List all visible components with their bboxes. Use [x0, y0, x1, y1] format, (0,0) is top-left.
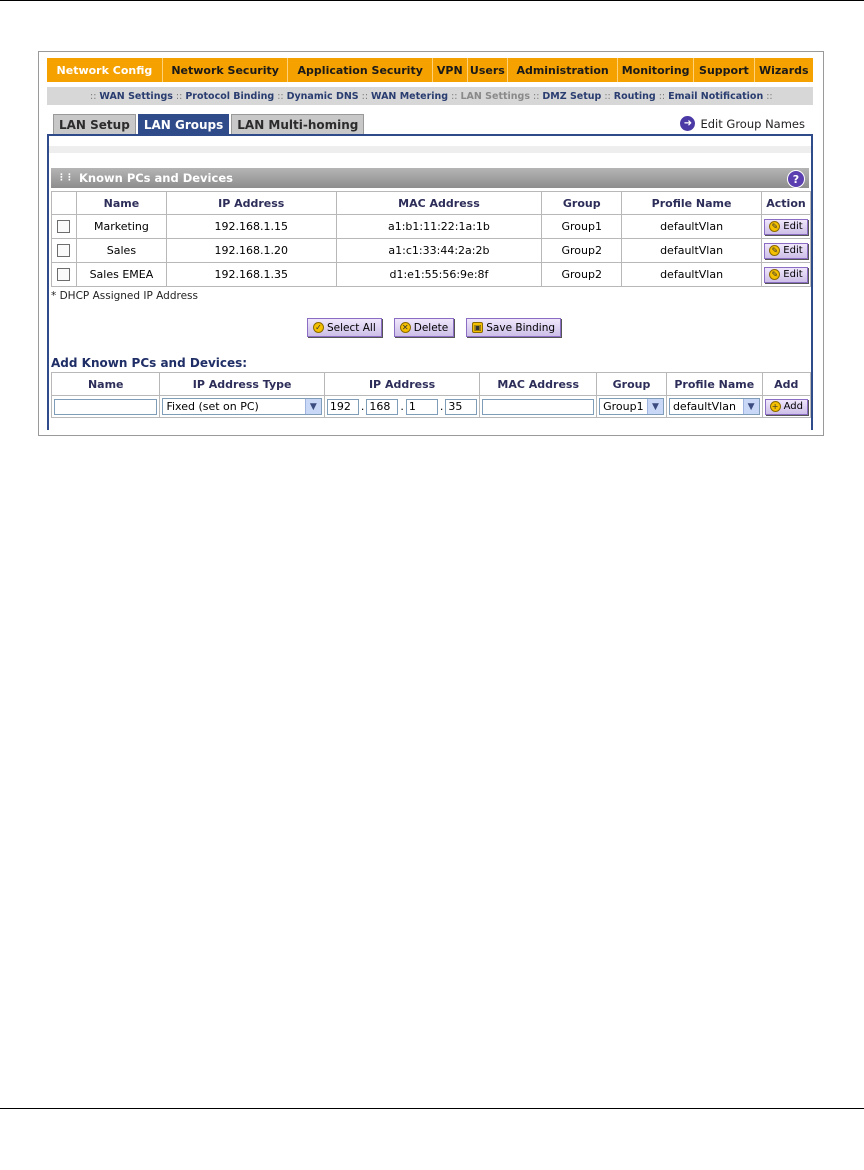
device-group: Group1 [542, 215, 622, 239]
column-header-add: Add [762, 373, 810, 396]
edit-group-names-label: Edit Group Names [700, 116, 805, 131]
pencil-icon: ✎ [769, 221, 780, 232]
pencil-icon: ✎ [769, 245, 780, 256]
group-select[interactable] [599, 398, 664, 415]
subnav-separator: :: [533, 90, 540, 102]
nav-wizards[interactable]: Wizards [759, 63, 809, 77]
table-header-row [52, 373, 811, 396]
subnav-email-notification[interactable]: Email Notification [668, 90, 764, 102]
subnav-dynamic-dns[interactable]: Dynamic DNS [286, 90, 359, 102]
nav-vpn[interactable]: VPN [433, 58, 468, 82]
table-actions [307, 318, 561, 337]
column-header-profile: Profile Name [666, 373, 762, 396]
main-nav [47, 58, 813, 82]
checkbox-column-header [52, 192, 77, 215]
delete-label: Delete [413, 321, 449, 334]
subnav-separator: :: [658, 90, 666, 102]
subnav-separator: :: [766, 90, 773, 102]
subnav-wan-metering[interactable]: WAN Metering [371, 90, 449, 102]
edit-label: Edit [783, 269, 803, 280]
chevron-down-icon: ▼ [305, 399, 321, 414]
column-header-mac: MAC Address [336, 192, 542, 215]
nav-network-config[interactable]: Network Config [47, 58, 163, 82]
edit-label: Edit [783, 221, 803, 232]
edit-label: Edit [783, 245, 803, 256]
add-devices-title: Add Known PCs and Devices: [51, 356, 248, 370]
column-header-ip: IP Address [166, 192, 336, 215]
spacer-bar [49, 146, 811, 153]
device-profile: defaultVlan [622, 215, 762, 239]
device-group: Group2 [542, 263, 622, 287]
group-value: Group1 [603, 400, 644, 413]
new-mac-address-field[interactable] [482, 399, 594, 415]
pencil-icon: ✎ [769, 269, 780, 280]
known-devices-table [51, 191, 811, 287]
subnav-wan-settings[interactable]: WAN Settings [99, 90, 173, 102]
table-row [52, 215, 811, 239]
help-icon[interactable]: ? [787, 170, 805, 188]
ip-octet-2-field[interactable]: 168 [366, 399, 398, 415]
subnav-separator: :: [361, 90, 369, 102]
device-name: Marketing [76, 215, 166, 239]
content-panel [47, 134, 813, 430]
subnav-separator: :: [277, 90, 284, 102]
subnav-dmz-setup[interactable]: DMZ Setup [542, 90, 602, 102]
select-all-label: Select All [327, 321, 376, 334]
device-group: Group2 [542, 239, 622, 263]
device-profile: defaultVlan [622, 239, 762, 263]
device-mac: d1:e1:55:56:9e:8f [336, 263, 542, 287]
column-header-profile: Profile Name [622, 192, 762, 215]
ip-octet-4-field[interactable]: 35 [445, 399, 477, 415]
new-device-name-field[interactable] [54, 399, 157, 415]
row-checkbox[interactable] [57, 220, 70, 233]
nav-network-security[interactable]: Network Security [163, 58, 289, 82]
ip-type-value: Fixed (set on PC) [166, 400, 259, 413]
plus-icon: + [770, 401, 781, 412]
subnav-routing[interactable]: Routing [613, 90, 656, 102]
add-device-table [51, 372, 811, 418]
ip-octet-3-field[interactable]: 1 [406, 399, 438, 415]
table-row [52, 263, 811, 287]
dhcp-note: * DHCP Assigned IP Address [51, 290, 198, 302]
ip-address-input: 192 . 168 . 1 . 35 [327, 399, 478, 415]
device-name: Sales [76, 239, 166, 263]
subnav-lan-settings[interactable]: LAN Settings [460, 90, 531, 102]
checkmark-icon: ✓ [313, 322, 324, 333]
row-checkbox[interactable] [57, 244, 70, 257]
add-device-row [52, 396, 811, 418]
save-binding-button[interactable] [466, 318, 561, 337]
device-mac: a1:c1:33:44:2a:2b [336, 239, 542, 263]
column-header-name: Name [76, 192, 166, 215]
known-devices-header [51, 168, 809, 188]
edit-button[interactable] [764, 267, 807, 283]
chevron-down-icon: ▼ [743, 399, 759, 414]
tab-lan-multi-homing[interactable]: LAN Multi-homing [231, 114, 364, 134]
save-binding-label: Save Binding [486, 321, 556, 334]
tab-bar [53, 114, 364, 134]
column-header-name: Name [52, 373, 160, 396]
tab-lan-groups[interactable]: LAN Groups [138, 114, 229, 134]
column-header-group: Group [597, 373, 667, 396]
table-header-row [52, 192, 811, 215]
sub-nav [47, 87, 813, 105]
subnav-separator: :: [451, 90, 458, 102]
chevron-down-icon: ▼ [647, 399, 663, 414]
device-name: Sales EMEA [76, 263, 166, 287]
column-header-group: Group [542, 192, 622, 215]
grip-icon: ⋮⋮ [57, 173, 73, 183]
page-bottom-rule [0, 1108, 864, 1109]
router-admin-screenshot [38, 51, 824, 436]
profile-name-select[interactable] [669, 398, 760, 415]
arrow-right-icon: ➜ [680, 116, 695, 131]
subnav-separator: :: [175, 90, 183, 102]
subnav-protocol-binding[interactable]: Protocol Binding [185, 90, 275, 102]
add-label: Add [783, 401, 803, 412]
select-all-button[interactable] [307, 318, 382, 337]
profile-value: defaultVlan [672, 400, 736, 413]
column-header-action: Action [761, 192, 810, 215]
row-checkbox[interactable] [57, 268, 70, 281]
edit-group-names-link[interactable] [680, 116, 805, 131]
edit-button[interactable] [764, 219, 807, 235]
delete-button[interactable] [394, 318, 455, 337]
table-row [52, 239, 811, 263]
device-ip: 192.168.1.15 [166, 215, 336, 239]
edit-button[interactable] [764, 243, 807, 259]
nav-administration[interactable]: Administration [508, 58, 618, 82]
device-ip: 192.168.1.35 [166, 263, 336, 287]
device-mac: a1:b1:11:22:1a:1b [336, 215, 542, 239]
column-header-mac: MAC Address [480, 373, 597, 396]
tab-lan-setup[interactable]: LAN Setup [53, 114, 136, 134]
ip-address-type-select[interactable] [162, 398, 321, 415]
subnav-separator: :: [90, 90, 97, 102]
column-header-ip-type: IP Address Type [160, 373, 324, 396]
nav-users[interactable]: Users [468, 58, 509, 82]
nav-application-security[interactable]: Application Security [288, 58, 432, 82]
page-top-rule [0, 0, 864, 1]
add-button[interactable] [765, 399, 808, 415]
save-disk-icon: ▣ [473, 322, 482, 332]
column-header-ip: IP Address [324, 373, 480, 396]
device-profile: defaultVlan [622, 263, 762, 287]
subnav-separator: :: [604, 90, 611, 102]
nav-support[interactable]: Support [694, 58, 754, 82]
delete-x-icon: ✕ [400, 322, 411, 333]
ip-octet-1-field[interactable]: 192 [327, 399, 359, 415]
device-ip: 192.168.1.20 [166, 239, 336, 263]
nav-monitoring[interactable]: Monitoring [618, 58, 694, 82]
known-devices-title: Known PCs and Devices [79, 171, 233, 185]
